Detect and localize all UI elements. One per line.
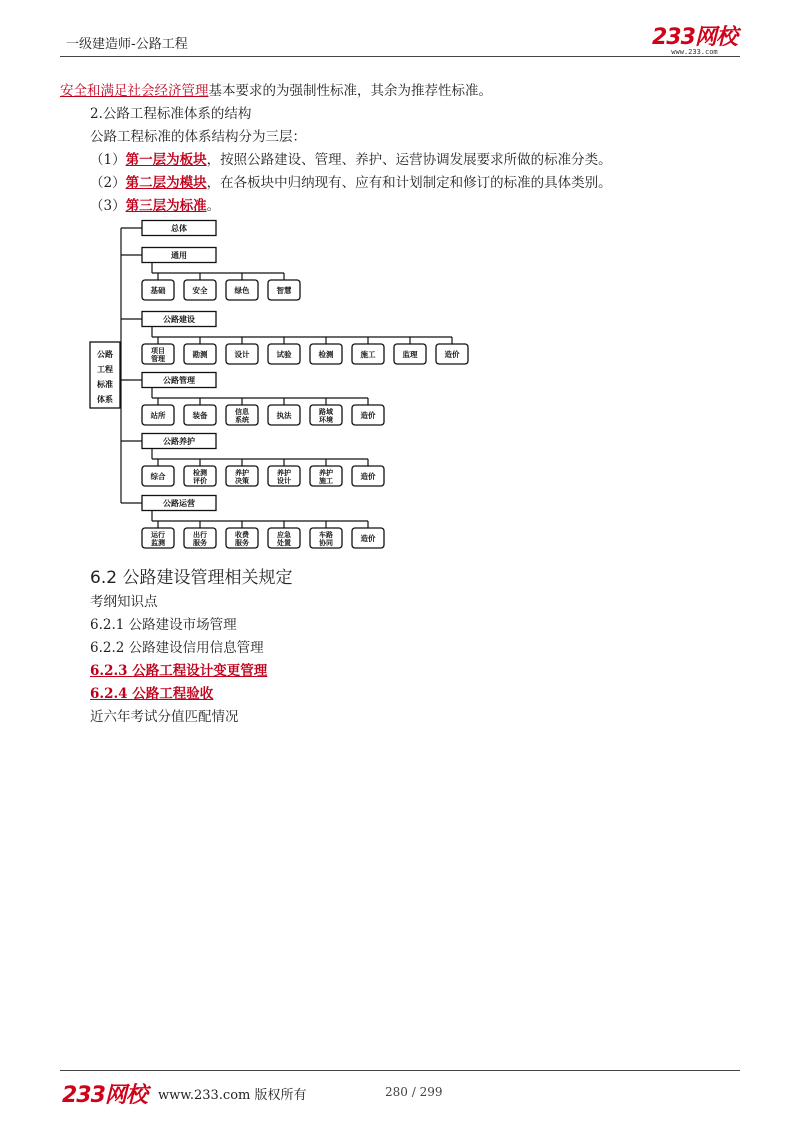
footer-site <box>158 1084 307 1103</box>
module-label: 设计 <box>277 477 291 485</box>
module-label: 施工 <box>360 350 376 359</box>
module-label: 执法 <box>276 411 292 420</box>
module-label: 安全 <box>192 286 208 295</box>
module-label: 收费 <box>235 531 249 539</box>
module-label: 勘测 <box>192 350 208 359</box>
module-label: 服务 <box>235 539 249 547</box>
outline-text: 公路建设市场管理 <box>128 617 237 633</box>
footer-rights: 版权所有 <box>254 1088 307 1103</box>
module-label: 协同 <box>319 539 333 547</box>
highlight-text: 安全和满足社会经济管理 <box>60 83 209 99</box>
root-label: 标准 <box>97 380 113 389</box>
outline-label: 考纲知识点 <box>90 594 158 610</box>
outline-item <box>90 684 213 704</box>
module-label: 处置 <box>277 539 291 547</box>
module-label: 造价 <box>360 411 376 420</box>
body-text: 。 <box>206 198 221 214</box>
subheading-structure: 2.公路工程标准体系的结构 <box>90 106 252 122</box>
outline-number: 6.2.3 <box>90 663 128 679</box>
module-label: 装备 <box>192 411 208 420</box>
module-label: 绿色 <box>234 286 250 295</box>
list-number: （3） <box>90 198 126 214</box>
module-label: 站所 <box>150 411 166 420</box>
header-logo <box>652 20 737 56</box>
header-divider <box>60 56 740 57</box>
module-label: 检测 <box>193 469 207 477</box>
block-label: 公路养护 <box>163 437 195 446</box>
body-text: ，按照公路建设、管理、养护、运营协调发展要求所做的标准分类。 <box>206 152 612 168</box>
module-label: 信息 <box>235 408 249 416</box>
body-text: 近六年考试分值匹配情况 <box>90 709 239 725</box>
outline-item <box>90 661 267 681</box>
module-label: 管理 <box>151 355 165 363</box>
outline-text: 公路工程设计变更管理 <box>132 663 268 679</box>
module-label: 造价 <box>444 350 460 359</box>
outline-item <box>90 615 237 635</box>
list-number: （1） <box>90 152 126 168</box>
highlight-text: 第二层为模块 <box>125 175 207 191</box>
block-label: 公路运营 <box>163 499 195 508</box>
module-label: 造价 <box>360 534 376 543</box>
module-label: 施工 <box>319 477 333 485</box>
module-label: 造价 <box>360 472 376 481</box>
section-heading: 6.2 公路建设管理相关规定 <box>90 568 293 588</box>
body-text: 基本要求的为强制性标准，其余为推荐性标准。 <box>208 83 492 99</box>
module-label: 路域 <box>319 408 333 416</box>
module-label: 环境 <box>319 416 333 424</box>
outline-text: 公路工程验收 <box>132 686 214 702</box>
module-label: 检测 <box>318 350 334 359</box>
outline-number: 6.2.1 <box>90 617 125 633</box>
module-label: 评价 <box>193 477 207 485</box>
highlight-text: 第三层为标准 <box>125 198 207 214</box>
footer-divider <box>60 1070 740 1071</box>
list-item <box>90 150 612 170</box>
body-text: 公路工程标准的体系结构分为三层： <box>90 129 306 145</box>
module-label: 养护 <box>319 469 333 477</box>
module-label: 出行 <box>193 531 207 539</box>
block-label: 公路管理 <box>163 376 195 385</box>
root-label: 体系 <box>97 395 113 404</box>
paragraph-mandatory-standards <box>60 81 492 101</box>
outline-number: 6.2.4 <box>90 686 128 702</box>
body-text: ，在各板块中归纳现有、应有和计划制定和修订的标准的具体类别。 <box>206 175 612 191</box>
root-label: 公路 <box>97 350 113 359</box>
highlight-text: 第一层为板块 <box>125 152 207 168</box>
module-label: 项目 <box>151 347 165 355</box>
block-label: 公路建设 <box>163 315 195 324</box>
module-label: 服务 <box>193 539 207 547</box>
footer-url: www.233.com <box>158 1088 251 1103</box>
outline-number: 6.2.2 <box>90 640 125 656</box>
module-label: 监测 <box>151 539 165 547</box>
footer-logo: 233网校 <box>62 1083 147 1108</box>
module-label: 综合 <box>150 472 166 481</box>
list-item <box>90 196 220 216</box>
module-label: 基础 <box>150 286 166 295</box>
list-number: （2） <box>90 175 126 191</box>
document-title: 一级建造师-公路工程 <box>66 37 188 52</box>
logo-text: 233网校 <box>652 25 737 50</box>
module-label: 车路 <box>319 531 333 539</box>
logo-url: www.233.com <box>671 48 718 56</box>
module-label: 系统 <box>235 416 249 424</box>
list-item <box>90 173 612 193</box>
module-label: 监理 <box>402 350 418 359</box>
page-number: 280 / 299 <box>385 1085 443 1099</box>
block-label: 总体 <box>171 224 187 233</box>
block-label: 通用 <box>171 251 187 260</box>
module-label: 养护 <box>277 469 291 477</box>
module-label: 决策 <box>235 477 249 485</box>
standards-hierarchy-diagram <box>80 215 500 555</box>
module-label: 养护 <box>235 469 249 477</box>
root-label: 工程 <box>97 365 113 374</box>
module-label: 运行 <box>151 531 165 539</box>
module-label: 试验 <box>276 350 292 359</box>
outline-text: 公路建设信用信息管理 <box>128 640 264 656</box>
module-label: 智慧 <box>276 286 292 295</box>
module-label: 应急 <box>277 531 291 539</box>
outline-item <box>90 638 264 658</box>
module-label: 设计 <box>234 350 250 359</box>
